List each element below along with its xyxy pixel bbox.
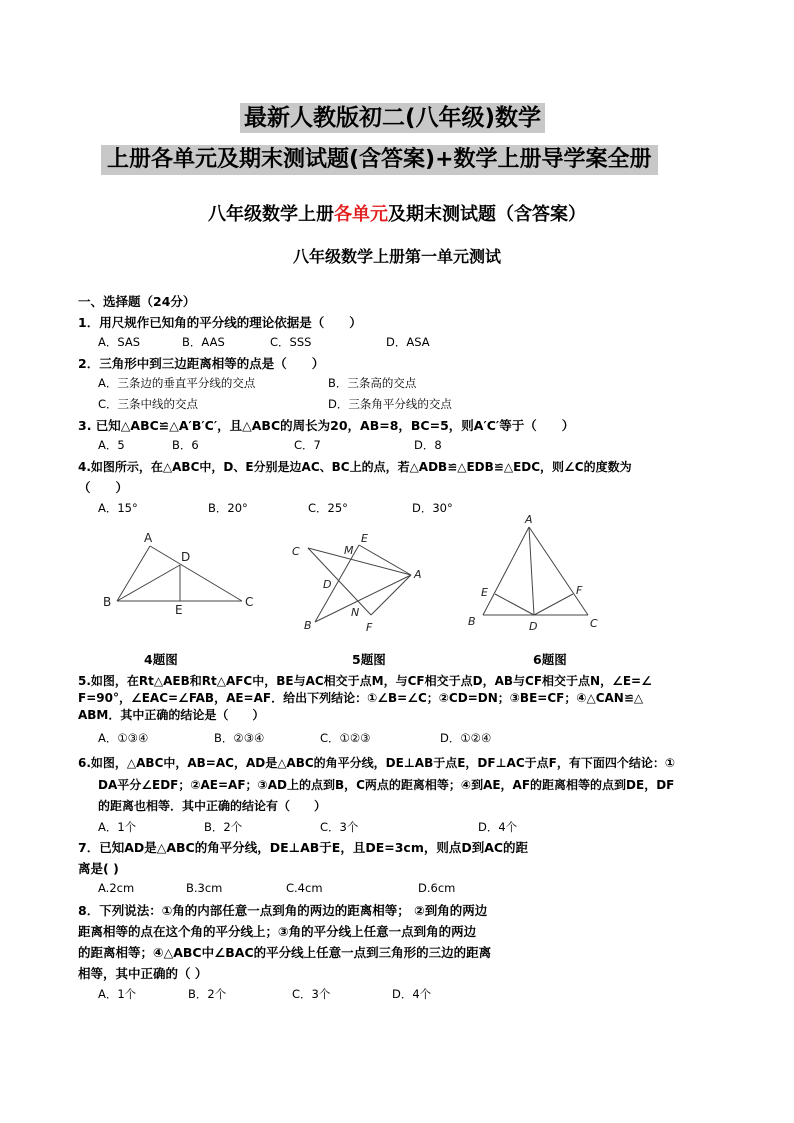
question-8-line1: 8．下列说法：①角的内部任意一点到角的两边的距离相等； ②到角的两边 [78, 903, 488, 918]
subtitle-highlight: 各单元 [334, 204, 388, 225]
document-subtitle [0, 200, 794, 226]
fig6-label-f: F [576, 584, 583, 597]
fig5-label-a: A [414, 568, 422, 581]
q3-option-a: A．5 [98, 438, 125, 452]
q4-option-b: B．20° [208, 501, 248, 515]
q7-option-c: C.4cm [286, 881, 323, 895]
question-5-line3: ABM．其中正确的结论是（ ） [78, 708, 265, 722]
q8-option-a: A．1个 [98, 987, 137, 1001]
question-5-line1: 5.如图，在Rt△AEB和Rt△AFC中，BE与AC相交于点M，与CF相交于点D，AB与CF相交于点N，∠E=∠ [78, 674, 652, 688]
question-5-line2: F=90°，∠EAC=∠FAB，AE=AF．给出下列结论：①∠B=∠C；②CD=DN；③BE=CF；④△CAN≌△ [78, 691, 644, 705]
q7-option-d: D.6cm [418, 881, 456, 895]
question-6-line1: 6.如图，△ABC中，AB=AC，AD是△ABC的角平分线，DE⊥AB于点E，DF⊥AC于点F，有下面四个结论：① [78, 756, 676, 770]
figure-5-triangles [285, 525, 435, 640]
q1-option-c: C．SSS [270, 335, 312, 349]
q4-option-a: A．15° [98, 501, 138, 515]
fig5-label-b: B [304, 619, 312, 632]
fig5-label-n: N [351, 606, 360, 619]
q3-option-d: D．8 [414, 438, 442, 452]
figure-5-caption: 5题图 [352, 652, 386, 667]
q2-option-d: D．三条角平分线的交点 [328, 397, 452, 411]
question-3-stem: 3. 已知△ABC≌△A′B′C′，且△ABC的周长为20，AB=8，BC=5，则A′C′等于（ ） [78, 418, 575, 433]
subtitle-part-b: 及期末测试题（含答案） [388, 204, 586, 225]
section-heading: 一、选择题（24分） [78, 294, 196, 309]
document-title-line2: 上册各单元及期末测试题(含答案)+数学上册导学案全册 [101, 145, 658, 175]
question-2-stem: 2．三角形中到三边距离相等的点是（ ） [78, 356, 325, 371]
q5-option-a: A．①③④ [98, 731, 149, 745]
question-8-line2: 距离相等的点在这个角的平分线上；③角的平分线上任意一点到角的两边 [78, 924, 477, 939]
fig4-label-c: C [245, 595, 254, 609]
q6-option-c: C．3个 [320, 820, 359, 834]
q5-option-d: D．①②④ [440, 731, 492, 745]
q2-option-a: A．三条边的垂直平分线的交点 [98, 376, 256, 390]
figure-6-caption: 6题图 [533, 652, 567, 667]
unit-test-title: 八年级数学上册第一单元测试 [292, 247, 501, 266]
q6-option-b: B．2个 [204, 820, 243, 834]
fig5-label-e: E [361, 532, 368, 545]
question-4-stem-cont: （ ） [78, 480, 129, 495]
fig4-label-d: D [181, 550, 191, 564]
subtitle-part-a: 八年级数学上册 [208, 204, 334, 225]
q7-option-b: B.3cm [186, 881, 223, 895]
q4-option-c: C．25° [308, 501, 348, 515]
fig4-label-b: B [103, 595, 112, 609]
fig5-label-c: C [292, 545, 300, 558]
fig4-label-e: E [175, 603, 183, 617]
q1-option-d: D．ASA [386, 335, 430, 349]
fig5-label-m: M [344, 544, 354, 557]
fig5-label-d: D [323, 578, 332, 591]
q3-option-b: B．6 [172, 438, 199, 452]
figure-4-caption: 4题图 [144, 652, 178, 667]
q1-option-a: A．SAS [98, 335, 141, 349]
question-1-stem: 1．用尺规作已知角的平分线的理论依据是（ ） [78, 315, 362, 330]
question-8-line4: 相等，其中正确的（ ） [78, 966, 208, 981]
q5-option-b: B．②③④ [214, 731, 265, 745]
question-6-line3: 的距离也相等．其中正确的结论有（ ） [98, 799, 327, 813]
q8-option-b: B．2个 [188, 987, 227, 1001]
q4-option-d: D．30° [412, 501, 453, 515]
question-8-line3: 的距离相等；④△ABC中∠BAC的平分线上任意一点到三角形的三边的距离 [78, 945, 492, 960]
question-7-line2: 离是( ) [78, 861, 119, 876]
q8-option-d: D．4个 [392, 987, 432, 1001]
figure-4-triangle [95, 525, 265, 620]
q2-option-c: C．三条中线的交点 [98, 397, 199, 411]
fig6-label-b: B [468, 615, 476, 628]
q6-option-d: D．4个 [478, 820, 518, 834]
q7-option-a: A.2cm [98, 881, 135, 895]
figure-6-isosceles [463, 510, 608, 635]
fig6-label-e: E [481, 586, 488, 599]
fig5-label-f: F [366, 621, 373, 634]
fig4-label-a: A [144, 531, 153, 545]
q2-option-b: B．三条高的交点 [328, 376, 417, 390]
fig6-label-d: D [529, 620, 538, 633]
q8-option-c: C．3个 [292, 987, 331, 1001]
fig6-label-c: C [590, 617, 598, 630]
fig6-label-a: A [525, 513, 533, 526]
q3-option-c: C．7 [294, 438, 321, 452]
q5-option-c: C．①②③ [320, 731, 371, 745]
question-6-line2: DA平分∠EDF；②AE=AF；③AD上的点到B，C两点的距离相等；④到AE，AF的距离相等的点到DE，DF [98, 778, 675, 792]
question-7-line1: 7．已知AD是△ABC的角平分线，DE⊥AB于E，且DE=3cm，则点D到AC的距 [78, 840, 529, 855]
document-title-line1: 最新人教版初二(八年级)数学 [240, 103, 545, 133]
q1-option-b: B．AAS [182, 335, 225, 349]
q6-option-a: A．1个 [98, 820, 137, 834]
question-4-stem: 4.如图所示，在△ABC中，D、E分别是边AC、BC上的点，若△ADB≌△EDB≌△EDC，则∠C的度数为 [78, 460, 632, 474]
